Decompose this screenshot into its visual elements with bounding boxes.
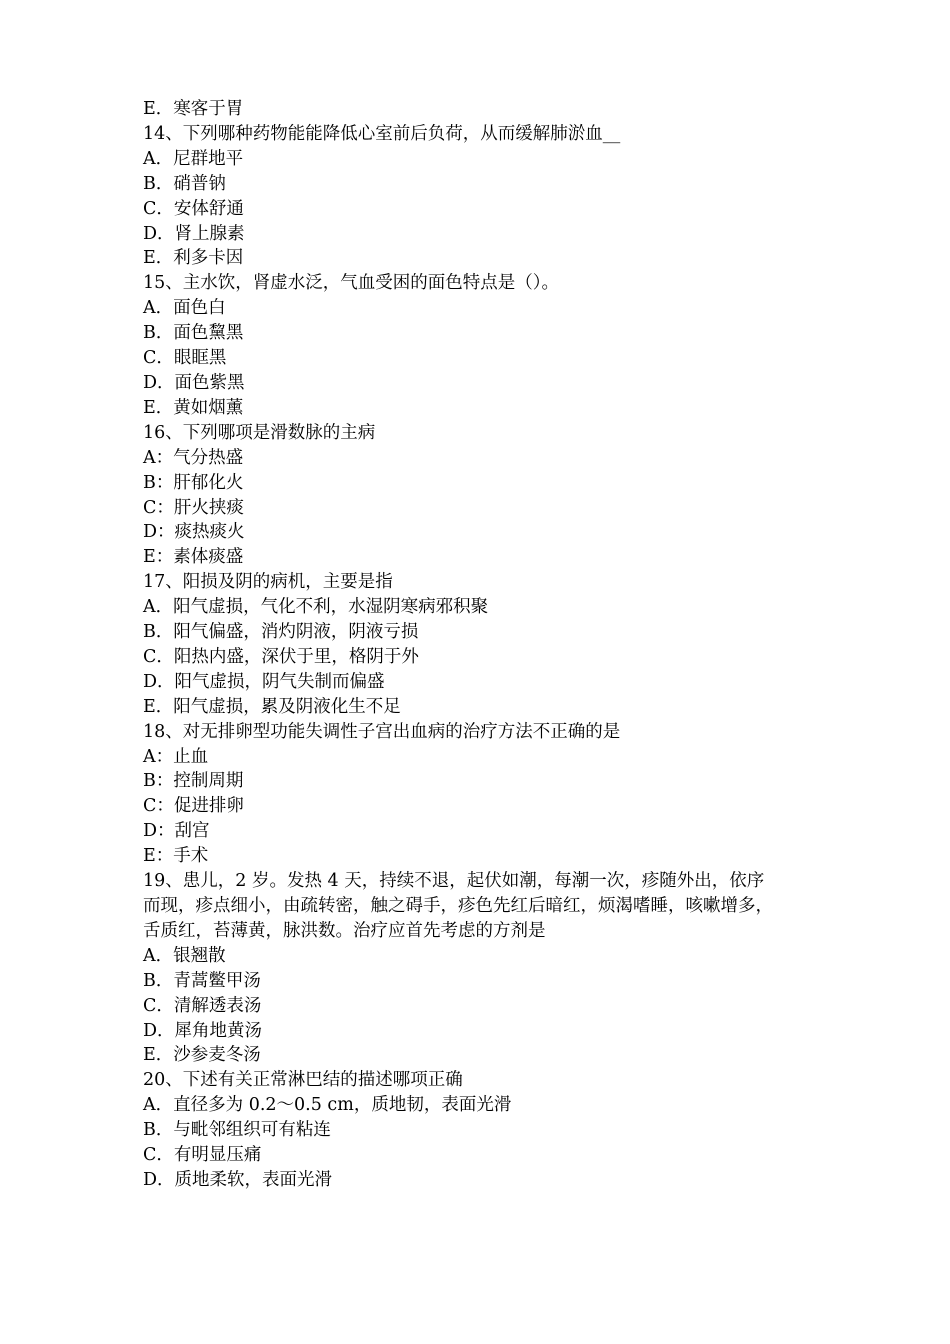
option-e: E：手术 bbox=[143, 846, 209, 867]
option-e-q13: E．寒客于胃 bbox=[143, 99, 244, 119]
option-b: B．与毗邻组织可有粘连 bbox=[143, 1120, 331, 1141]
option-d: D．阳气虚损，阴气失制而偏盛 bbox=[143, 671, 385, 692]
question-stem-line-3: 舌质红，苔薄黄，脉洪数。治疗应首先考虑的方剂是 bbox=[143, 920, 546, 941]
option-a: A：气分热盛 bbox=[143, 447, 244, 468]
option-d: D．质地柔软，表面光滑 bbox=[143, 1169, 333, 1190]
question-17 bbox=[143, 570, 823, 719]
option-b: B．青蒿鳖甲汤 bbox=[143, 970, 261, 991]
option-d: D：刮宫 bbox=[143, 821, 210, 842]
option-a: A．面色白 bbox=[143, 298, 226, 319]
option-a: A．直径多为 0.2～0.5 cm，质地韧，表面光滑 bbox=[143, 1095, 512, 1116]
option-c: C：肝火挟痰 bbox=[143, 497, 244, 518]
question-stem: 17、阳损及阴的病机，主要是指 bbox=[143, 572, 393, 593]
option-c: C．安体舒通 bbox=[143, 198, 244, 219]
option-e: E．阳气虚损，累及阴液化生不足 bbox=[143, 696, 401, 717]
question-stem: 15、主水饮，肾虚水泛，气血受困的面色特点是（）。 bbox=[143, 273, 560, 294]
option-a: A．尼群地平 bbox=[143, 148, 244, 169]
option-b: B．硝普钠 bbox=[143, 173, 226, 194]
question-stem: 18、对无排卵型功能失调性子宫出血病的治疗方法不正确的是 bbox=[143, 721, 621, 742]
question-15 bbox=[143, 271, 823, 420]
option-b: B：控制周期 bbox=[143, 771, 244, 792]
question-stem: 14、下列哪种药物能能降低心室前后负荷，从而缓解肺淤血__ bbox=[143, 123, 621, 144]
option-a: A．银翘散 bbox=[143, 945, 226, 966]
option-e: E．沙参麦冬汤 bbox=[143, 1045, 261, 1066]
option-c: C．有明显压痛 bbox=[143, 1145, 262, 1166]
option-d: D：痰热痰火 bbox=[143, 522, 245, 543]
option-c: C：促进排卵 bbox=[143, 796, 244, 817]
option-e: E．黄如烟薰 bbox=[143, 397, 244, 418]
option-d: D．肾上腺素 bbox=[143, 223, 245, 244]
option-b: B：肝郁化火 bbox=[143, 472, 244, 493]
question-19 bbox=[143, 869, 823, 1068]
option-c: C．眼眶黑 bbox=[143, 348, 227, 369]
question-stem-line-1: 19、患儿，2 岁。发热 4 天，持续不退，起伏如潮，每潮一次，疹随外出，依序 bbox=[143, 871, 765, 892]
question-stem-line-2: 而现，疹点细小，由疏转密，触之碍手，疹色先红后暗红，烦渴嗜睡，咳嗽增多， bbox=[143, 896, 773, 916]
option-a: A：止血 bbox=[143, 746, 209, 767]
question-stem: 16、下列哪项是滑数脉的主病 bbox=[143, 422, 376, 443]
question-14 bbox=[143, 122, 823, 271]
option-c: C．清解透表汤 bbox=[143, 995, 262, 1016]
question-16 bbox=[143, 421, 823, 570]
option-d: D．面色紫黑 bbox=[143, 372, 245, 393]
option-e: E：素体痰盛 bbox=[143, 547, 244, 568]
option-a: A．阳气虚损，气化不利，水湿阴寒病邪积聚 bbox=[143, 597, 489, 618]
question-20 bbox=[143, 1068, 823, 1193]
question-stem: 20、下述有关正常淋巴结的描述哪项正确 bbox=[143, 1070, 463, 1091]
option-e: E．利多卡因 bbox=[143, 248, 244, 269]
question-list bbox=[143, 97, 823, 1193]
option-c: C．阳热内盛，深伏于里，格阴于外 bbox=[143, 646, 419, 667]
question-18 bbox=[143, 720, 823, 869]
option-d: D．犀角地黄汤 bbox=[143, 1020, 263, 1041]
option-b: B．面色黧黑 bbox=[143, 323, 244, 344]
option-b: B．阳气偏盛，消灼阴液，阴液亏损 bbox=[143, 622, 419, 643]
